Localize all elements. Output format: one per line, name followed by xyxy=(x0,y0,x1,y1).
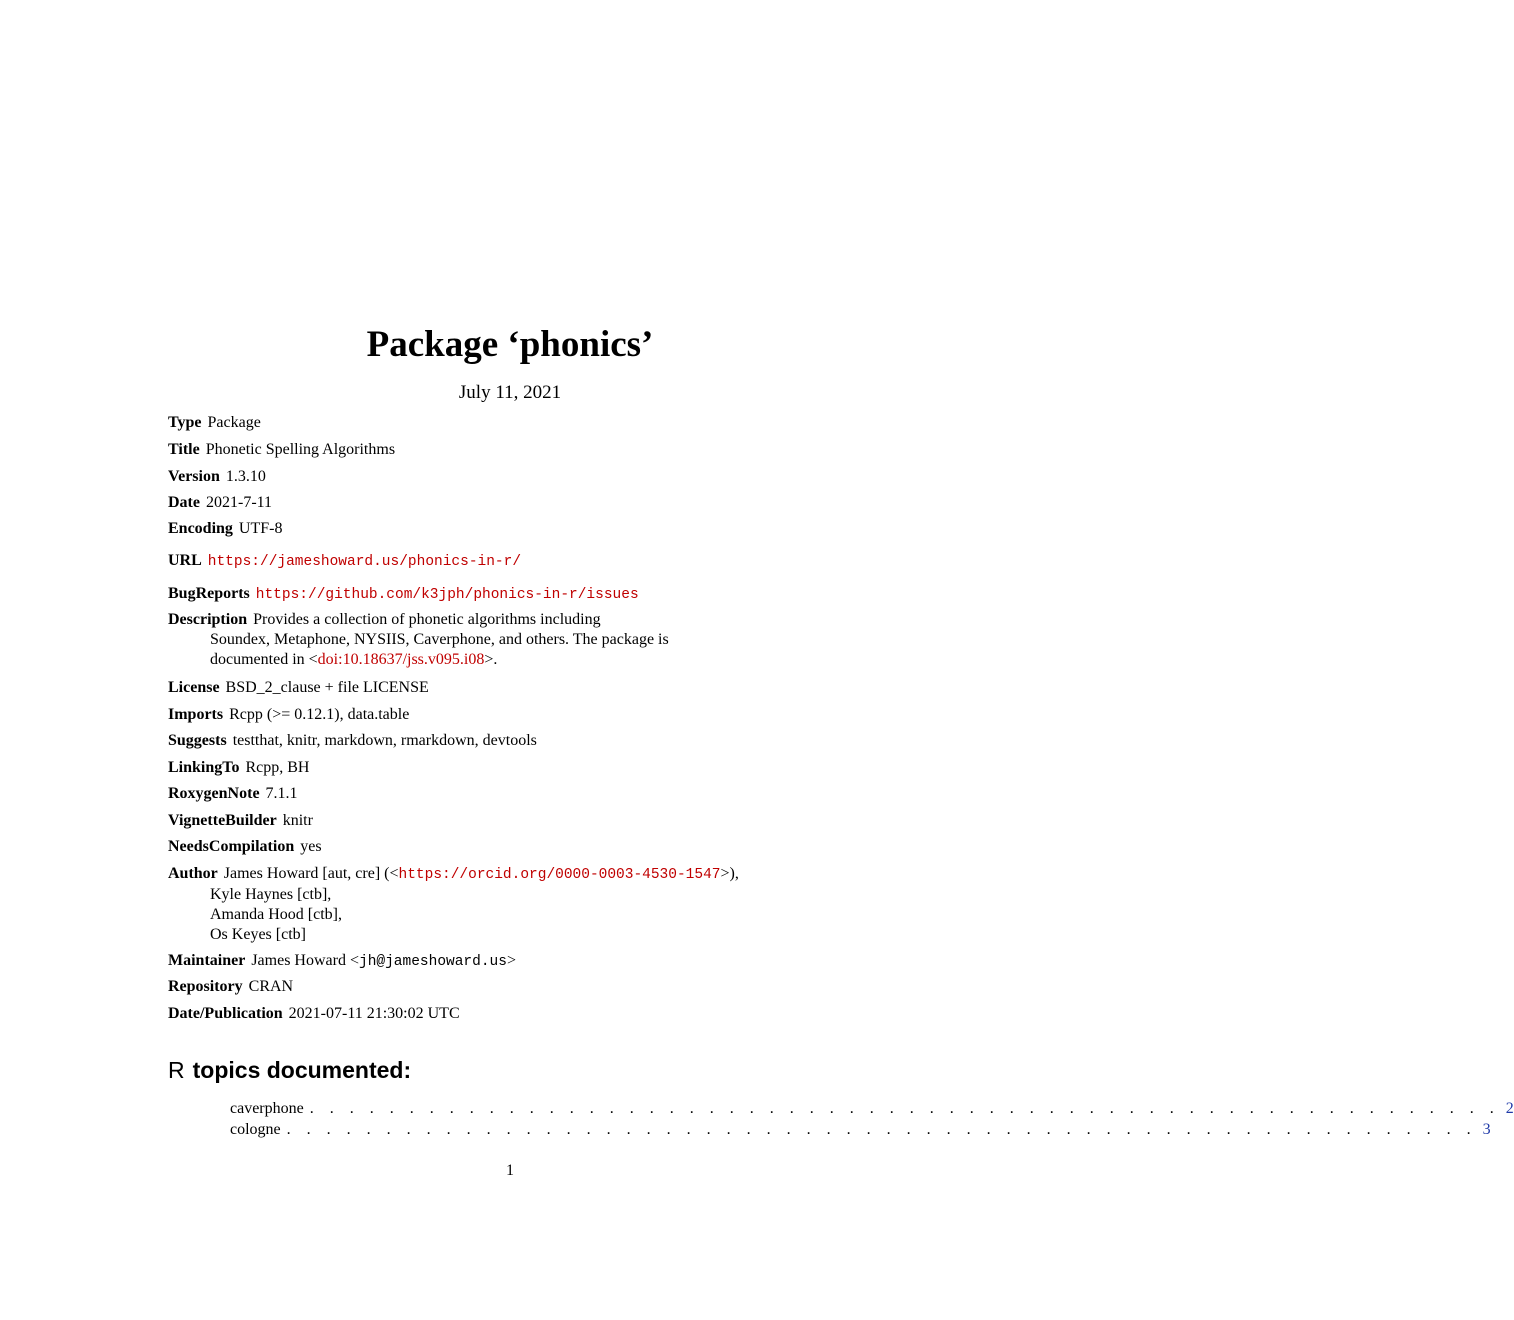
field-maintainer: Maintainer James Howard <jh@jameshoward.us> xyxy=(168,952,516,970)
field-key: Version xyxy=(168,468,220,485)
description-line: Soundex, Metaphone, NYSIIS, Caverphone, and others. The package is xyxy=(210,631,669,648)
toc-leader-dots: . . . . . . . . . . . . . . . . . . . . . . . . . . . . . . . . . . . . . . . . . . . . . . . . . . . . . . . . . . . . xyxy=(309,1100,1500,1117)
author-line: Os Keyes [ctb] xyxy=(210,926,306,943)
field-key: RoxygenNote xyxy=(168,785,260,802)
field-license xyxy=(168,674,868,701)
field-value: yes xyxy=(300,838,322,855)
field-version xyxy=(168,463,868,490)
field-key: BugReports xyxy=(168,585,250,602)
field-url xyxy=(168,548,868,581)
field-encoding xyxy=(168,516,868,548)
field-value: James Howard < xyxy=(251,952,359,969)
field-value: Rcpp (>= 0.12.1), data.table xyxy=(229,706,410,723)
field-key: VignetteBuilder xyxy=(168,812,277,829)
field-value: 2021-7-11 xyxy=(205,494,273,511)
field-value: BSD_2_clause + file LICENSE xyxy=(225,679,429,696)
field-key: Repository xyxy=(168,978,243,995)
page-title: Package ‘phonics’ xyxy=(366,324,654,365)
field-key: NeedsCompilation xyxy=(168,838,295,855)
field-value: 1.3.10 xyxy=(225,468,266,485)
description-fields xyxy=(168,410,868,1027)
field-key: Type xyxy=(168,414,202,431)
toc-page-link[interactable]: 3 xyxy=(1482,1121,1491,1138)
field-key: Imports xyxy=(168,706,224,723)
field-title xyxy=(168,436,868,463)
field-value: Package xyxy=(207,414,261,431)
field-type xyxy=(168,410,868,436)
field-date xyxy=(168,490,868,516)
field-value: CRAN xyxy=(248,978,294,995)
table-of-contents xyxy=(230,1098,1514,1140)
description-line: documented in <doi:10.18637/jss.v095.i08>. xyxy=(210,651,498,668)
field-key: Maintainer xyxy=(168,952,246,969)
page-number: 1 xyxy=(506,1162,514,1179)
field-key: Description xyxy=(168,611,248,628)
field-key: Author xyxy=(168,865,218,882)
doi-link[interactable]: doi:10.18637/jss.v095.i08 xyxy=(317,651,485,668)
field-bugreports xyxy=(168,581,868,607)
field-key: URL xyxy=(168,552,202,569)
field-value: testthat, knitr, markdown, rmarkdown, devtools xyxy=(232,732,537,749)
url-link[interactable]: https://jameshoward.us/phonics-in-r/ xyxy=(207,554,522,570)
toc-leader-dots: . . . . . . . . . . . . . . . . . . . . . . . . . . . . . . . . . . . . . . . . . . . . . . . . . . . . . . . . . . . . xyxy=(286,1121,1477,1138)
toc-entry[interactable] xyxy=(230,1119,1491,1140)
toc-entry[interactable] xyxy=(230,1098,1514,1119)
field-author: Author James Howard [aut, cre] (<https://orcid.org/0000-0003-4530-1547>), Kyle Haynes [ctb], Amanda Hood [ctb], Os Keyes [ctb] xyxy=(168,860,868,947)
field-key: License xyxy=(168,679,220,696)
r-logo-icon: R xyxy=(168,1057,185,1083)
bugreports-link[interactable]: https://github.com/k3jph/phonics-in-r/issues xyxy=(255,587,639,603)
orcid-link[interactable]: https://orcid.org/0000-0003-4530-1547 xyxy=(398,867,721,883)
toc-page-link[interactable]: 2 xyxy=(1505,1100,1514,1117)
page-date: July 11, 2021 xyxy=(458,382,562,403)
field-value: knitr xyxy=(282,812,313,829)
field-linkingto xyxy=(168,754,868,781)
author-line: Amanda Hood [ctb], xyxy=(210,906,342,923)
field-key: Date xyxy=(168,494,200,511)
field-value: Provides a collection of phonetic algorithms including xyxy=(253,611,601,628)
field-value: 7.1.1 xyxy=(265,785,298,802)
field-suggests xyxy=(168,728,868,754)
maintainer-email: jh@jameshoward.us xyxy=(359,954,507,970)
field-key: Title xyxy=(168,441,200,458)
section-heading xyxy=(168,1052,411,1088)
field-value: 2021-07-11 21:30:02 UTC xyxy=(288,1005,460,1022)
field-key: LinkingTo xyxy=(168,759,240,776)
field-value: James Howard [aut, cre] (< xyxy=(223,865,399,882)
field-repository xyxy=(168,974,868,1000)
field-value: UTF-8 xyxy=(238,520,283,537)
author-line: Kyle Haynes [ctb], xyxy=(210,886,332,903)
field-value: Rcpp, BH xyxy=(245,759,310,776)
field-needscompilation xyxy=(168,834,868,860)
field-value: Phonetic Spelling Algorithms xyxy=(205,441,396,458)
field-publication xyxy=(168,1000,868,1027)
toc-entry-name: cologne xyxy=(230,1121,281,1138)
field-key: Date/Publication xyxy=(168,1005,283,1022)
field-key: Encoding xyxy=(168,520,233,537)
toc-entry-name: caverphone xyxy=(230,1100,304,1117)
field-description xyxy=(168,607,868,674)
section-title: topics documented: xyxy=(192,1057,412,1083)
field-roxygennote xyxy=(168,781,868,807)
field-key: Suggests xyxy=(168,732,227,749)
field-vignettebuilder xyxy=(168,807,868,834)
field-imports xyxy=(168,701,868,728)
